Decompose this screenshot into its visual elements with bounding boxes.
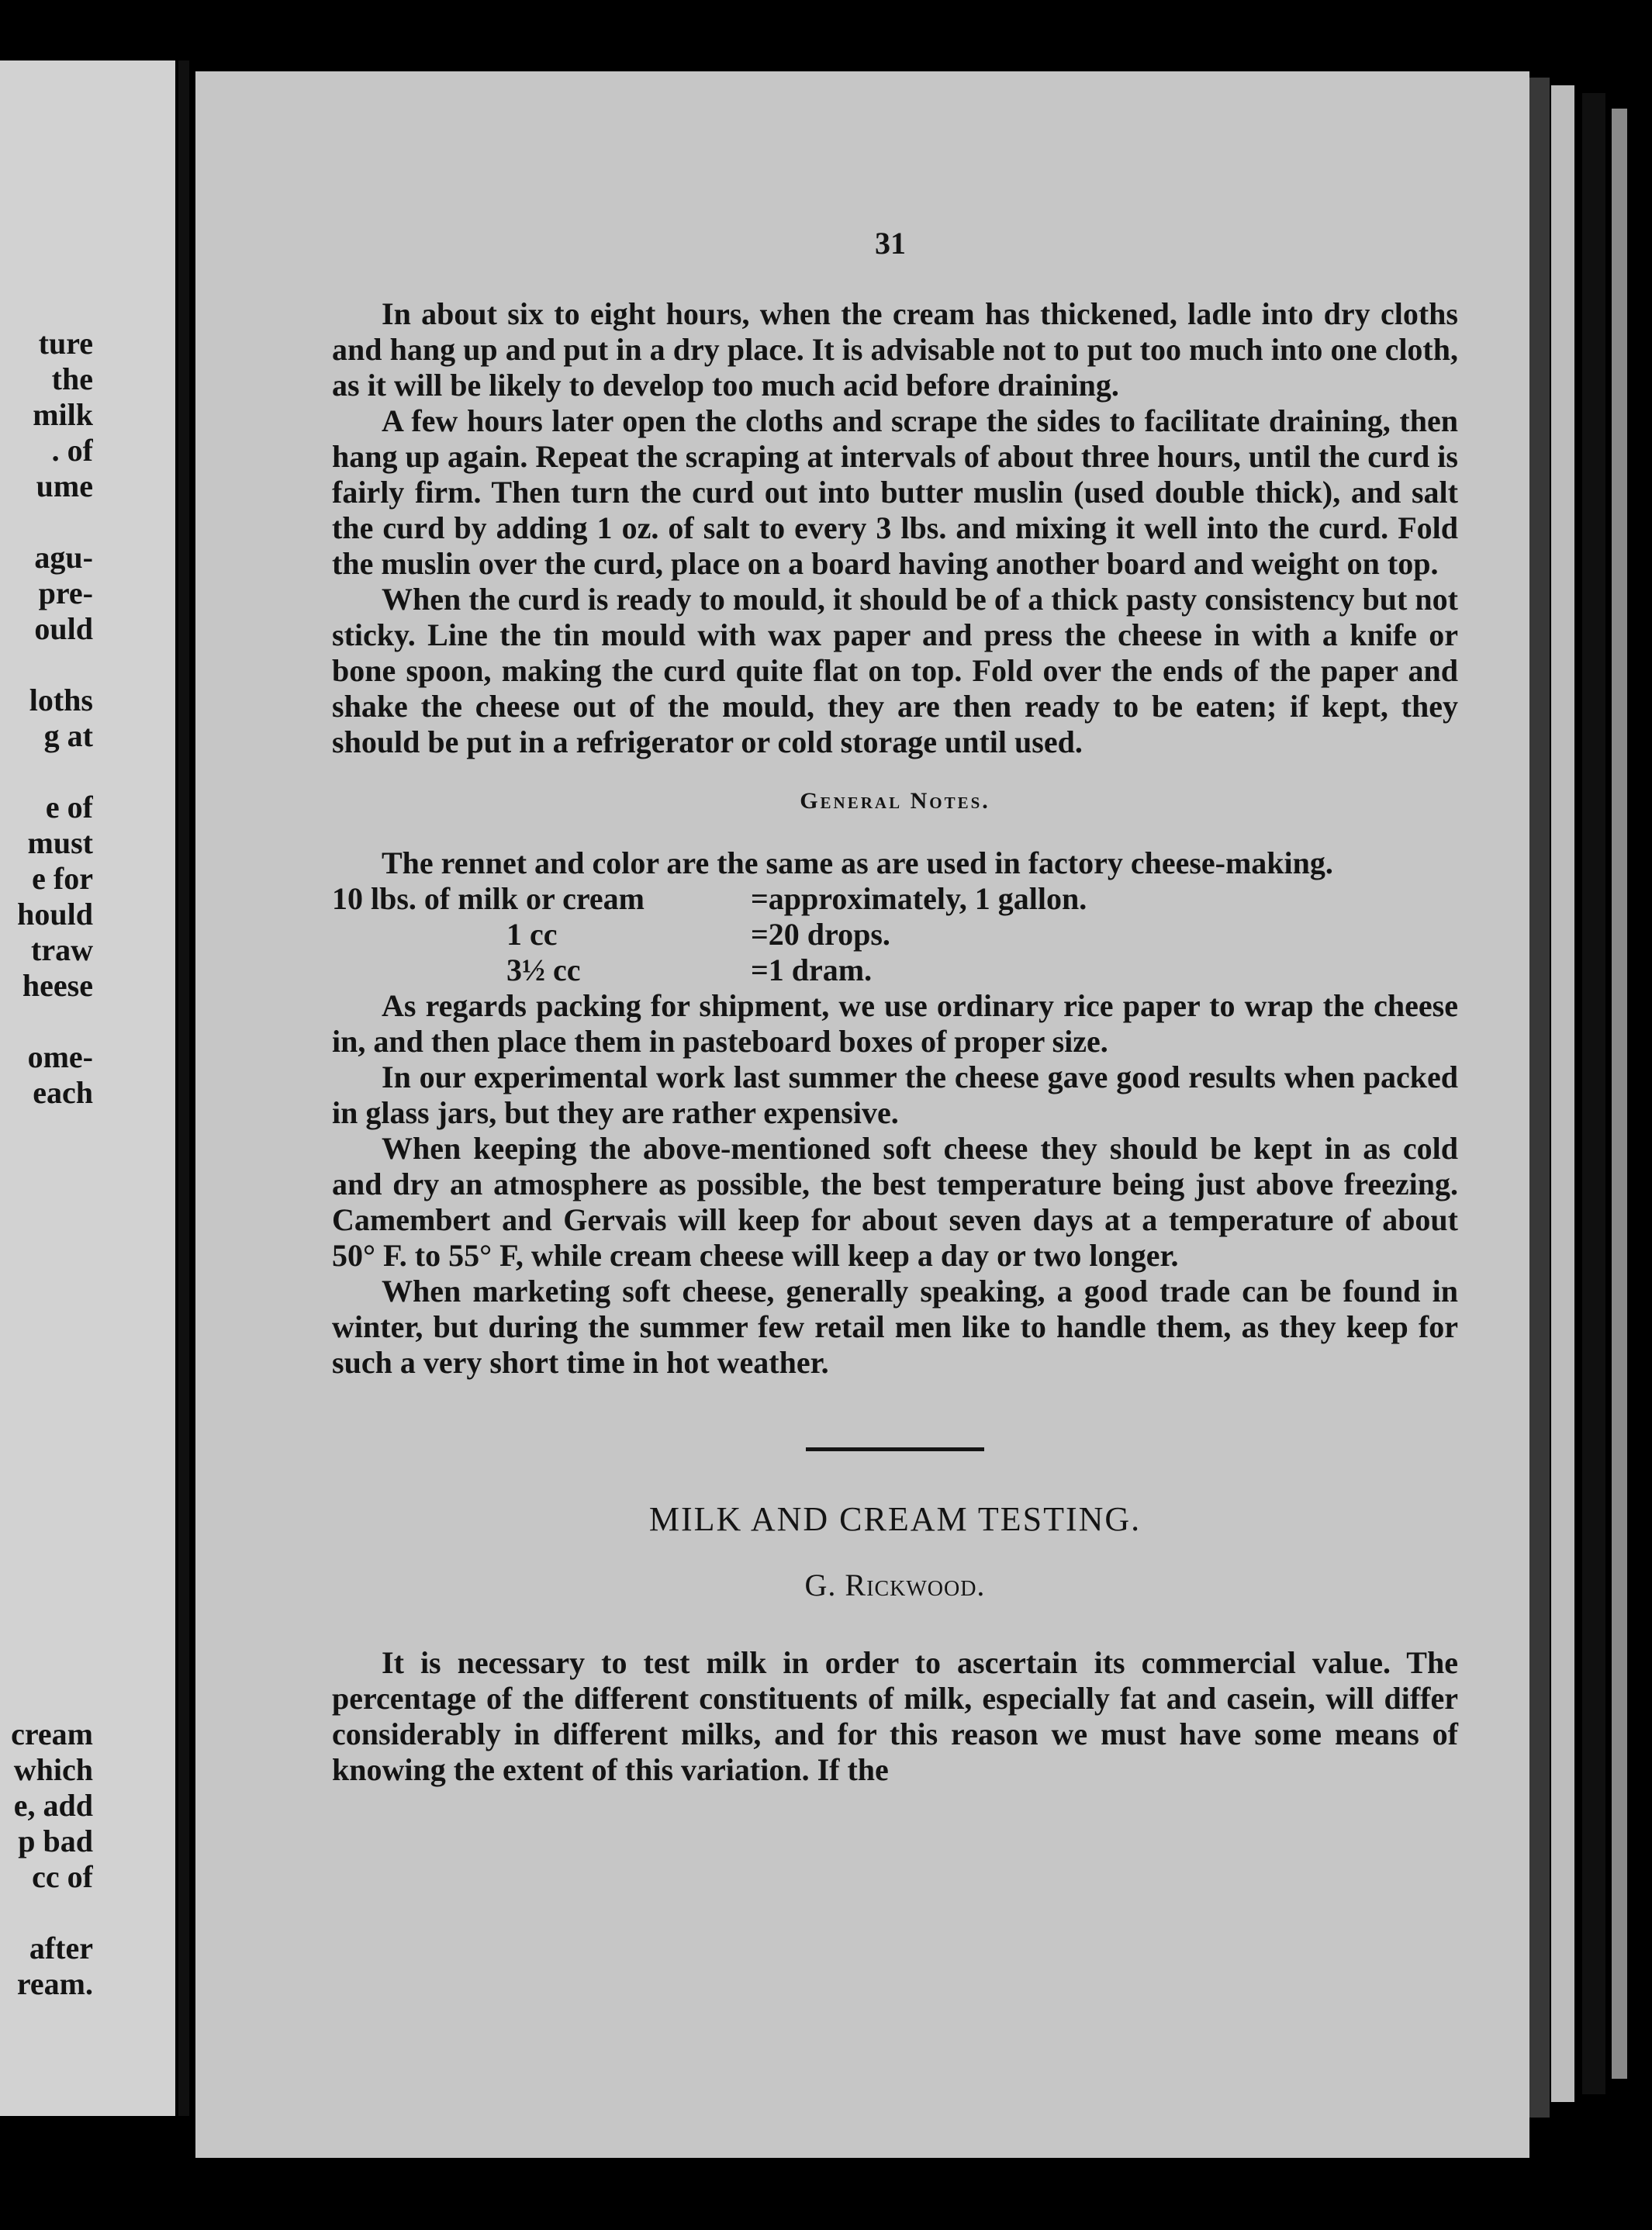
left-fragment: which — [13, 1752, 93, 1787]
left-fragment: must — [27, 825, 93, 860]
page-edge — [1529, 78, 1550, 2118]
page-edge — [1551, 85, 1574, 2102]
body-section-a — [332, 296, 1458, 760]
book-spine — [178, 61, 189, 2116]
page-edge — [1582, 93, 1605, 2094]
page-content — [332, 296, 1458, 1788]
left-fragment: after — [29, 1931, 93, 1966]
measure-right: =approximately, 1 gallon. — [751, 881, 1087, 916]
left-fragment: e of — [45, 790, 93, 825]
left-fragment: heese — [22, 968, 93, 1003]
paragraph: A few hours later open the cloths and scrape the sides to facilitate draining, then hang up again. Repeat the scraping at intervals of about three hours, until the curd is fairly firm. Then turn the curd out into butter muslin (used double thick), and salt the curd by adding 1 oz. of salt to every 3 lbs. and mixing it well into the curd. Fold the muslin over the curd, place on a board having another board and weight on top. — [332, 403, 1458, 581]
left-fragment — [0, 1895, 93, 1931]
body-section-c — [332, 1645, 1458, 1788]
measure-row — [332, 881, 1458, 917]
author-name: G. Rickwood. — [804, 1568, 986, 1602]
left-fragment: milk — [33, 397, 93, 432]
paragraph: When marketing soft cheese, generally speaking, a good trade can be found in winter, but during the summer few retail men like to handle them, as they keep for such a very short time in hot weather. — [332, 1274, 1458, 1380]
left-fragment: pre- — [38, 576, 93, 610]
paragraph: When the curd is ready to mould, it should be of a thick pasty consistency but not sticky. Line the tin mould with wax paper and press the cheese in with a knife or bone spoon, making the curd quite flat on top. Fold over the ends of the paper and shake the cheese out of the mould, they are then ready to be eaten; if kept, they should be put in a refrigerator or cold storage until used. — [332, 582, 1458, 759]
left-fragment: ome- — [27, 1039, 93, 1074]
page-edge — [1612, 109, 1627, 2079]
left-fragment: the — [51, 361, 93, 396]
left-fragment: g at — [43, 718, 93, 753]
measure-left: 10 lbs. of milk or cream — [332, 881, 645, 916]
measure-right: =20 drops. — [751, 917, 890, 952]
left-fragment — [0, 754, 93, 790]
left-fragment: ture — [38, 326, 93, 361]
left-page-fragments-bottom — [0, 1717, 93, 2002]
section-title: MILK AND CREAM TESTING. — [648, 1500, 1142, 1538]
left-fragment — [0, 647, 93, 683]
left-fragment: ream. — [16, 1966, 93, 2001]
paragraph: In about six to eight hours, when the cream has thickened, ladle into dry cloths and hang up and put in a dry place. It is advisable not to put too much into one cloth, as it will be likely to develop too much acid before draining. — [332, 296, 1458, 403]
general-notes-heading: General Notes. — [800, 788, 990, 814]
paragraph: As regards packing for shipment, we use ordinary rice paper to wrap the cheese in, and then place them in pasteboard boxes of proper size. — [332, 988, 1458, 1059]
left-page-fragments-top — [0, 326, 93, 1111]
left-fragment: hould — [17, 897, 93, 932]
left-fragment: cream — [11, 1717, 93, 1751]
measure-right: =1 dram. — [751, 953, 873, 987]
left-fragment: e for — [32, 861, 93, 896]
left-fragment: ould — [34, 611, 93, 646]
left-fragment — [0, 504, 93, 540]
measure-row — [332, 953, 1458, 988]
left-fragment: . of — [51, 433, 93, 468]
left-fragment: e, add — [13, 1788, 93, 1823]
notes-intro: The rennet and color are the same as are used in factory cheese-making. — [382, 845, 1333, 880]
paragraph: In our experimental work last summer the cheese gave good results when packed in glass jars, but they are rather expensive. — [332, 1060, 1458, 1130]
measure-left: 1 cc — [506, 917, 558, 952]
body-section-b — [332, 845, 1458, 1381]
section-divider — [806, 1447, 984, 1451]
left-fragment: loths — [29, 683, 93, 717]
left-fragment: ume — [36, 468, 93, 503]
measure-left: 3½ cc — [506, 953, 581, 987]
left-fragment: each — [33, 1075, 93, 1110]
left-facing-page — [0, 61, 175, 2116]
paragraph: When keeping the above-mentioned soft cheese they should be kept in as cold and dry an atmosphere as possible, the best temperature being just above freezing. Camembert and Gervais will keep for about seven days at a temperature of about 50° F. to 55° F, while cream cheese will keep a day or two longer. — [332, 1131, 1458, 1273]
measure-row — [332, 917, 1458, 953]
left-fragment: p bad — [18, 1824, 93, 1858]
left-fragment: cc of — [32, 1859, 93, 1894]
left-fragment — [0, 1004, 93, 1039]
left-fragment: traw — [31, 932, 93, 967]
page-number: 31 — [875, 226, 906, 261]
paragraph: It is necessary to test milk in order to ascertain its commercial value. The percentage of the different constituents of milk, especially fat and casein, will differ considerably in different milks, and for this reason we must have some means of knowing the extent of this variation. If the — [332, 1645, 1458, 1787]
left-fragment: agu- — [34, 540, 93, 575]
